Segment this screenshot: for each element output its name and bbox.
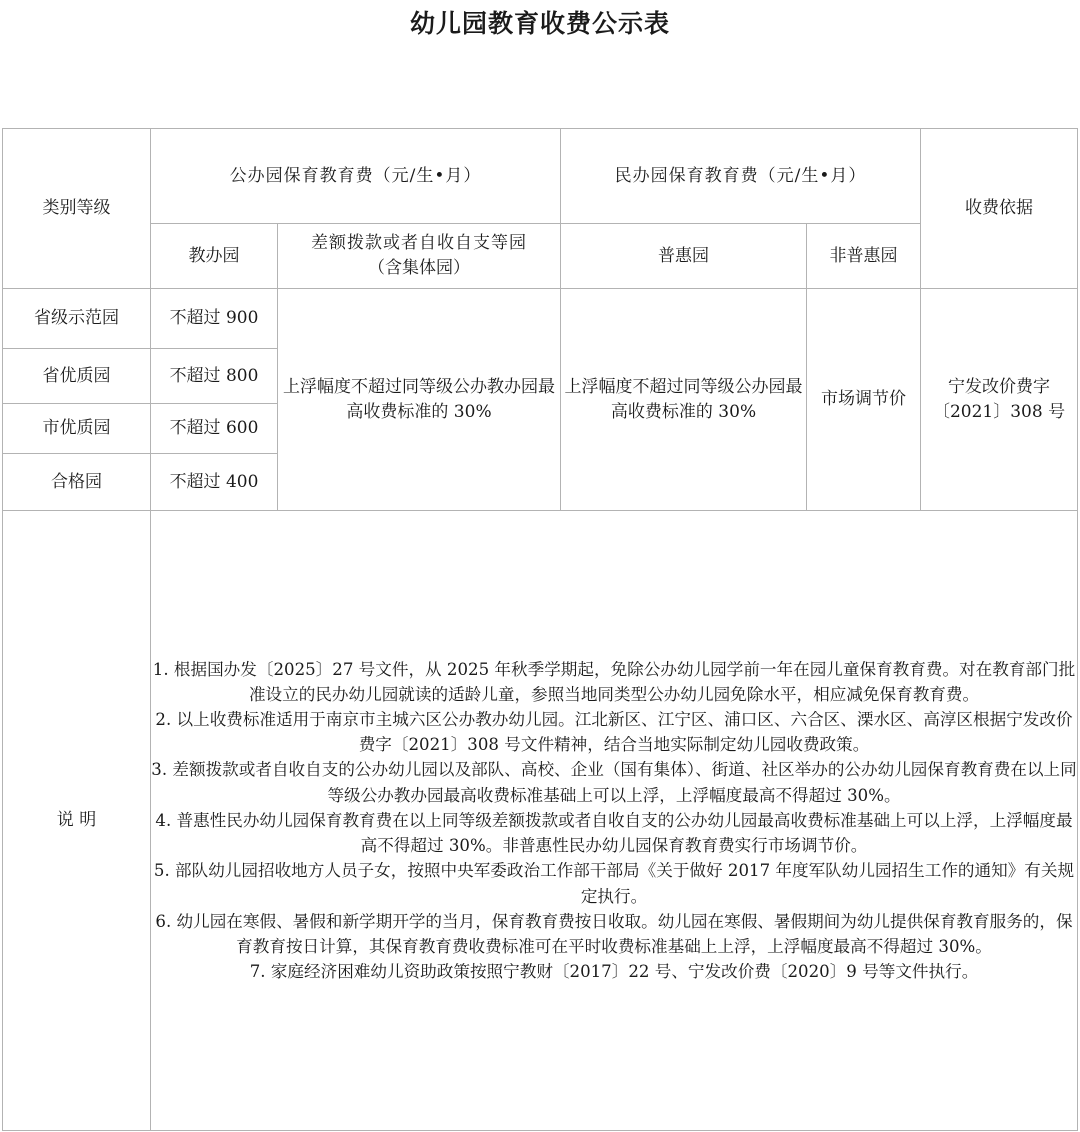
header-non-puhui: 非普惠园 xyxy=(807,224,921,289)
note-item: 1. 根据国办发〔2025〕27 号文件，从 2025 年秋季学期起，免除公办幼儿园学前一年在园儿童保育教育费。对在教育部门批准设立的民办幼儿园就读的适龄儿童，参照当地同类型公办幼儿园免除水平，相应减免保育教育费。 xyxy=(152,659,1076,704)
header-jiaoban: 教办园 xyxy=(151,224,278,289)
note-item: 6. 幼儿园在寒假、暑假和新学期开学的当月，保育教育费按日收取。幼儿园在寒假、暑假期间为幼儿提供保育教育服务的，保育教育按日计算，其保育教育费收费标准可在平时收费标准基础上上浮，上浮幅度最高不得超过 30%。 xyxy=(155,911,1073,956)
fee-cell: 不超过 600 xyxy=(151,404,278,454)
notes-row xyxy=(3,511,1078,1131)
basis-value: 宁发改价费字〔2021〕308 号 xyxy=(921,289,1078,511)
notes-cell xyxy=(151,511,1078,1131)
header-public-fee: 公办园保育教育费（元/生•月） xyxy=(151,129,561,224)
header-basis: 收费依据 xyxy=(921,129,1078,289)
header-row-2 xyxy=(3,224,1078,289)
header-diff-funding xyxy=(278,224,561,289)
non-puhui-rule: 市场调节价 xyxy=(807,289,921,511)
notes-label: 说 明 xyxy=(3,511,151,1131)
header-category: 类别等级 xyxy=(3,129,151,289)
note-item: 2. 以上收费标准适用于南京市主城六区公办教办幼儿园。江北新区、江宁区、浦口区、六合区、溧水区、高淳区根据宁发改价费字〔2021〕308 号文件精神，结合当地实际制定幼儿园收费政策。 xyxy=(155,710,1073,755)
header-diff-funding-line2: （含集体园） xyxy=(368,258,470,278)
header-diff-funding-line1: 差额拨款或者自收自支等园 xyxy=(311,233,527,254)
note-item: 5. 部队幼儿园招收地方人员子女，按照中央军委政治工作部干部局《关于做好 2017 年度军队幼儿园招生工作的通知》有关规定执行。 xyxy=(153,861,1075,906)
fee-cell: 不超过 900 xyxy=(151,289,278,349)
fee-cell: 不超过 800 xyxy=(151,349,278,404)
header-private-fee: 民办园保育教育费（元/生•月） xyxy=(561,129,921,224)
level-cell: 省优质园 xyxy=(3,349,151,404)
level-cell: 市优质园 xyxy=(3,404,151,454)
fee-cell: 不超过 400 xyxy=(151,454,278,511)
note-item: 7. 家庭经济困难幼儿资助政策按照宁教财〔2017〕22 号、宁发改价费〔2020〕9 号等文件执行。 xyxy=(249,962,979,982)
puhui-rule: 上浮幅度不超过同等级公办园最高收费标准的 30% xyxy=(561,289,807,511)
page-title: 幼儿园教育收费公示表 xyxy=(409,9,670,38)
table-row xyxy=(3,289,1078,349)
note-item: 4. 普惠性民办幼儿园保育教育费在以上同等级差额拨款或者自收自支的公办幼儿园最高收费标准基础上可以上浮，上浮幅度最高不得超过 30%。非普惠性民办幼儿园保育教育费实行市场调节价。 xyxy=(155,810,1073,856)
header-puhui: 普惠园 xyxy=(561,224,807,289)
level-cell: 合格园 xyxy=(3,454,151,511)
fee-table xyxy=(2,128,1078,1131)
header-row-1 xyxy=(3,129,1078,224)
level-cell: 省级示范园 xyxy=(3,289,151,349)
diff-funding-rule: 上浮幅度不超过同等级公办教办园最高收费标准的 30% xyxy=(278,289,561,511)
note-item: 3. 差额拨款或者自收自支的公办幼儿园以及部队、高校、企业（国有集体）、街道、社区举办的公办幼儿园保育教育费在以上同等级公办教办园最高收费标准基础上可以上浮，上浮幅度最高不得超过 30%。 xyxy=(151,760,1077,805)
